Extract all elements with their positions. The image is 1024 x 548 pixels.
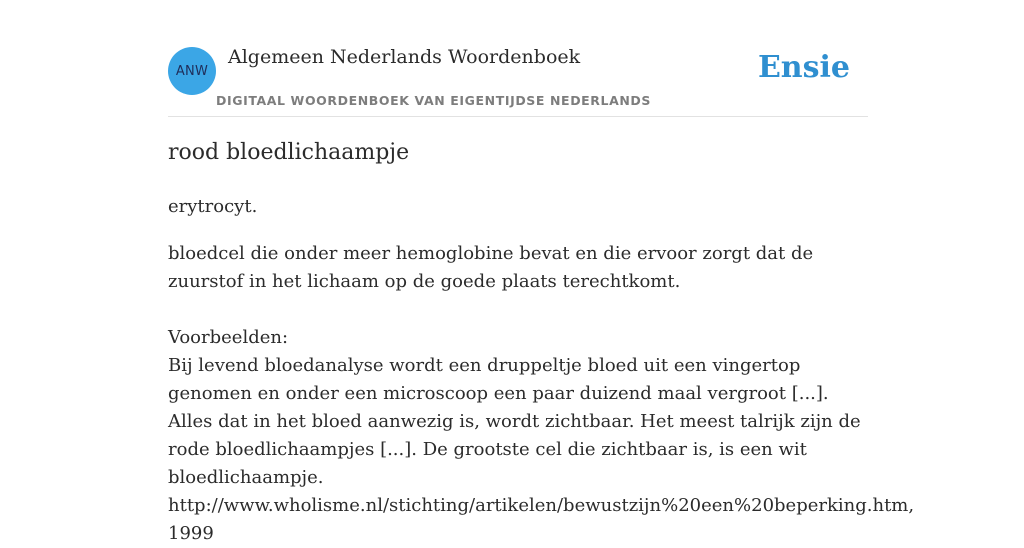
site-title[interactable]: Algemeen Nederlands Woordenboek — [228, 46, 581, 68]
example-source: http://www.wholisme.nl/stichting/artikelen/bewustzijn%20een%20beperking.htm, 1999 — [168, 495, 915, 544]
logo-text: ANW — [175, 63, 209, 79]
site-subtitle: DIGITAAL WOORDENBOEK VAN EIGENTIJDSE NEDERLANDS — [216, 93, 652, 108]
entry-content — [168, 193, 915, 548]
site-header — [168, 0, 868, 117]
entry-synonym: erytrocyt. — [168, 196, 258, 217]
entry-title: rood bloedlichaampje — [168, 140, 410, 165]
examples-label: Voorbeelden: — [168, 327, 289, 348]
ensie-logo[interactable]: Ensie — [757, 50, 850, 85]
entry-definition: bloedcel die onder meer hemoglobine bevat en die ervoor zorgt dat de zuurstof in het lichaam op de goede plaats terechtkomt. — [168, 243, 814, 292]
example-text: Bij levend bloedanalyse wordt een druppeltje bloed uit een vingertop genomen en onder een microscoop een paar duizend maal vergroot [...]. Alles dat in het bloed aanwezig is, wordt zichtbaar. Het meest talrijk zijn de rode bloedlichaampjes [...]. De grootste cel die zichtbaar is, is een wit bloedlichaampje. — [168, 355, 861, 488]
examples-block — [168, 324, 915, 548]
anw-logo[interactable] — [168, 47, 216, 95]
